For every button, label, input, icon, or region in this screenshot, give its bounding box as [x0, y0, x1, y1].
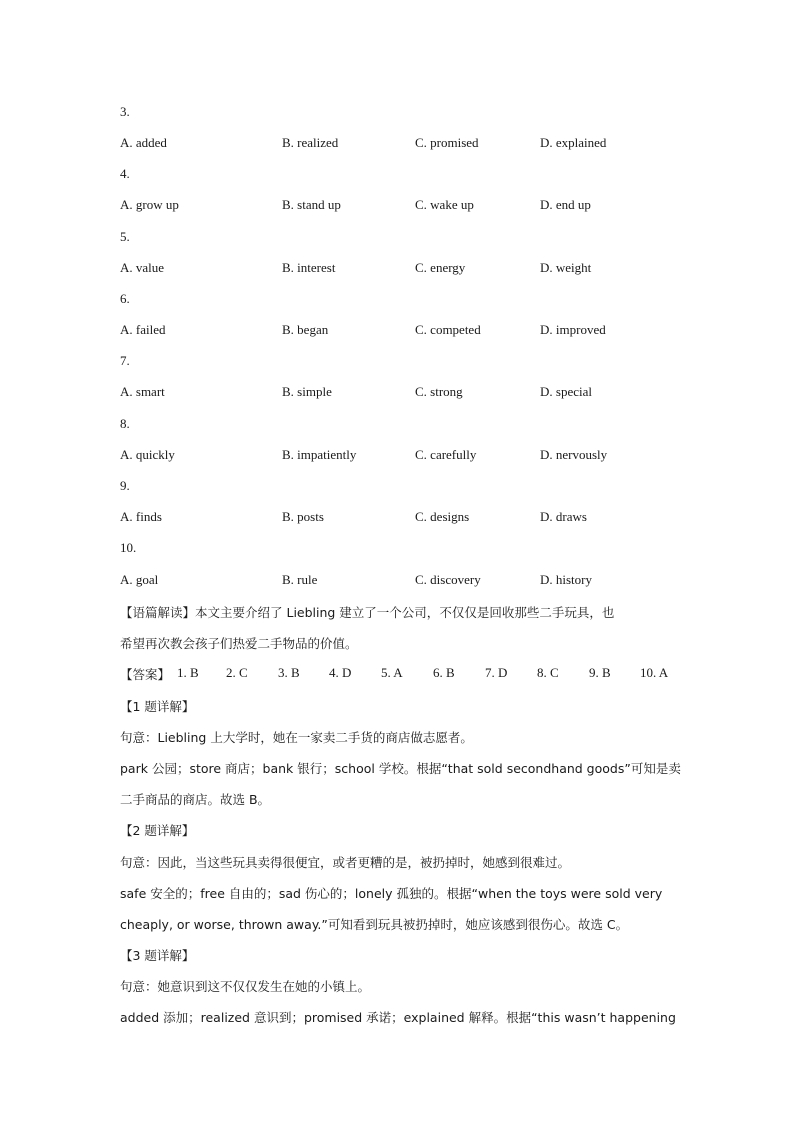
- explanation-line: added 添加；realized 意识到；promised 承诺；explained 解释。根据“this wasn’t happening: [120, 1010, 676, 1025]
- question-number: 5.: [120, 229, 130, 244]
- option-a: A. added: [120, 135, 167, 150]
- answer-item: 5. A: [381, 665, 403, 680]
- answer-item: 4. D: [329, 665, 352, 680]
- question-number: 3.: [120, 104, 130, 119]
- option-c: C. promised: [415, 135, 479, 150]
- option-d: D. improved: [540, 322, 606, 337]
- answer-item: 7. D: [485, 665, 508, 680]
- option-c: C. energy: [415, 260, 466, 275]
- explanation-heading: 【2 题详解】: [120, 823, 195, 838]
- question-number: 10.: [120, 540, 137, 555]
- interpretation-line: 希望再次教会孩子们热爱二手物品的价值。: [120, 636, 358, 651]
- option-c: C. designs: [415, 509, 470, 524]
- option-b: B. posts: [282, 509, 324, 524]
- answer-item: 8. C: [537, 665, 559, 680]
- option-a: A. smart: [120, 384, 165, 399]
- option-d: D. draws: [540, 509, 587, 524]
- option-c: C. competed: [415, 322, 481, 337]
- explanation-line: 句意：她意识到这不仅仅发生在她的小镇上。: [120, 979, 371, 994]
- answer-key: [120, 665, 680, 685]
- option-a: A. finds: [120, 509, 162, 524]
- option-b: B. realized: [282, 135, 339, 150]
- option-b: B. impatiently: [282, 447, 357, 462]
- interpretation-line: 【语篇解读】本文主要介绍了 Liebling 建立了一个公司，不仅仅是回收那些二手玩具，也: [120, 605, 615, 620]
- option-a: A. quickly: [120, 447, 175, 462]
- question-number: 6.: [120, 291, 130, 306]
- question-number: 4.: [120, 166, 130, 181]
- option-a: A. value: [120, 260, 165, 275]
- option-b: B. rule: [282, 572, 318, 587]
- explanation-heading: 【1 题详解】: [120, 699, 195, 714]
- explanation-line: safe 安全的；free 自由的；sad 伤心的；lonely 孤独的。根据“when the toys were sold very: [120, 886, 663, 901]
- option-d: D. end up: [540, 197, 591, 212]
- explanation-line: 二手商品的商店。故选 B。: [120, 792, 271, 807]
- explanation-line: 句意：Liebling 上大学时，她在一家卖二手货的商店做志愿者。: [120, 730, 473, 745]
- option-d: D. weight: [540, 260, 592, 275]
- option-b: B. simple: [282, 384, 332, 399]
- option-a: A. failed: [120, 322, 166, 337]
- answer-item: 3. B: [278, 665, 300, 680]
- option-c: C. discovery: [415, 572, 481, 587]
- option-d: D. special: [540, 384, 592, 399]
- explanation-line: 句意：因此，当这些玩具卖得很便宜，或者更糟的是，被扔掉时，她感到很难过。: [120, 855, 571, 870]
- option-a: A. grow up: [120, 197, 179, 212]
- question-number: 8.: [120, 416, 130, 431]
- option-b: B. stand up: [282, 197, 341, 212]
- option-c: C. carefully: [415, 447, 477, 462]
- option-d: D. nervously: [540, 447, 608, 462]
- answer-key-label: 【答案】: [120, 667, 171, 682]
- option-c: C. wake up: [415, 197, 474, 212]
- answer-item: 2. C: [226, 665, 248, 680]
- question-number: 7.: [120, 353, 130, 368]
- option-d: D. explained: [540, 135, 607, 150]
- answer-item: 6. B: [433, 665, 455, 680]
- option-a: A. goal: [120, 572, 159, 587]
- question-number: 9.: [120, 478, 130, 493]
- answer-item: 1. B: [177, 665, 199, 680]
- explanation-line: park 公园；store 商店；bank 银行；school 学校。根据“that sold secondhand goods”可知是卖: [120, 761, 681, 776]
- answer-item: 9. B: [589, 665, 611, 680]
- answer-item: 10. A: [640, 665, 669, 680]
- explanation-heading: 【3 题详解】: [120, 948, 195, 963]
- option-b: B. began: [282, 322, 329, 337]
- explanation-line: cheaply, or worse, thrown away.”可知看到玩具被扔掉时，她应该感到很伤心。故选 C。: [120, 917, 629, 932]
- option-d: D. history: [540, 572, 592, 587]
- option-b: B. interest: [282, 260, 336, 275]
- option-c: C. strong: [415, 384, 463, 399]
